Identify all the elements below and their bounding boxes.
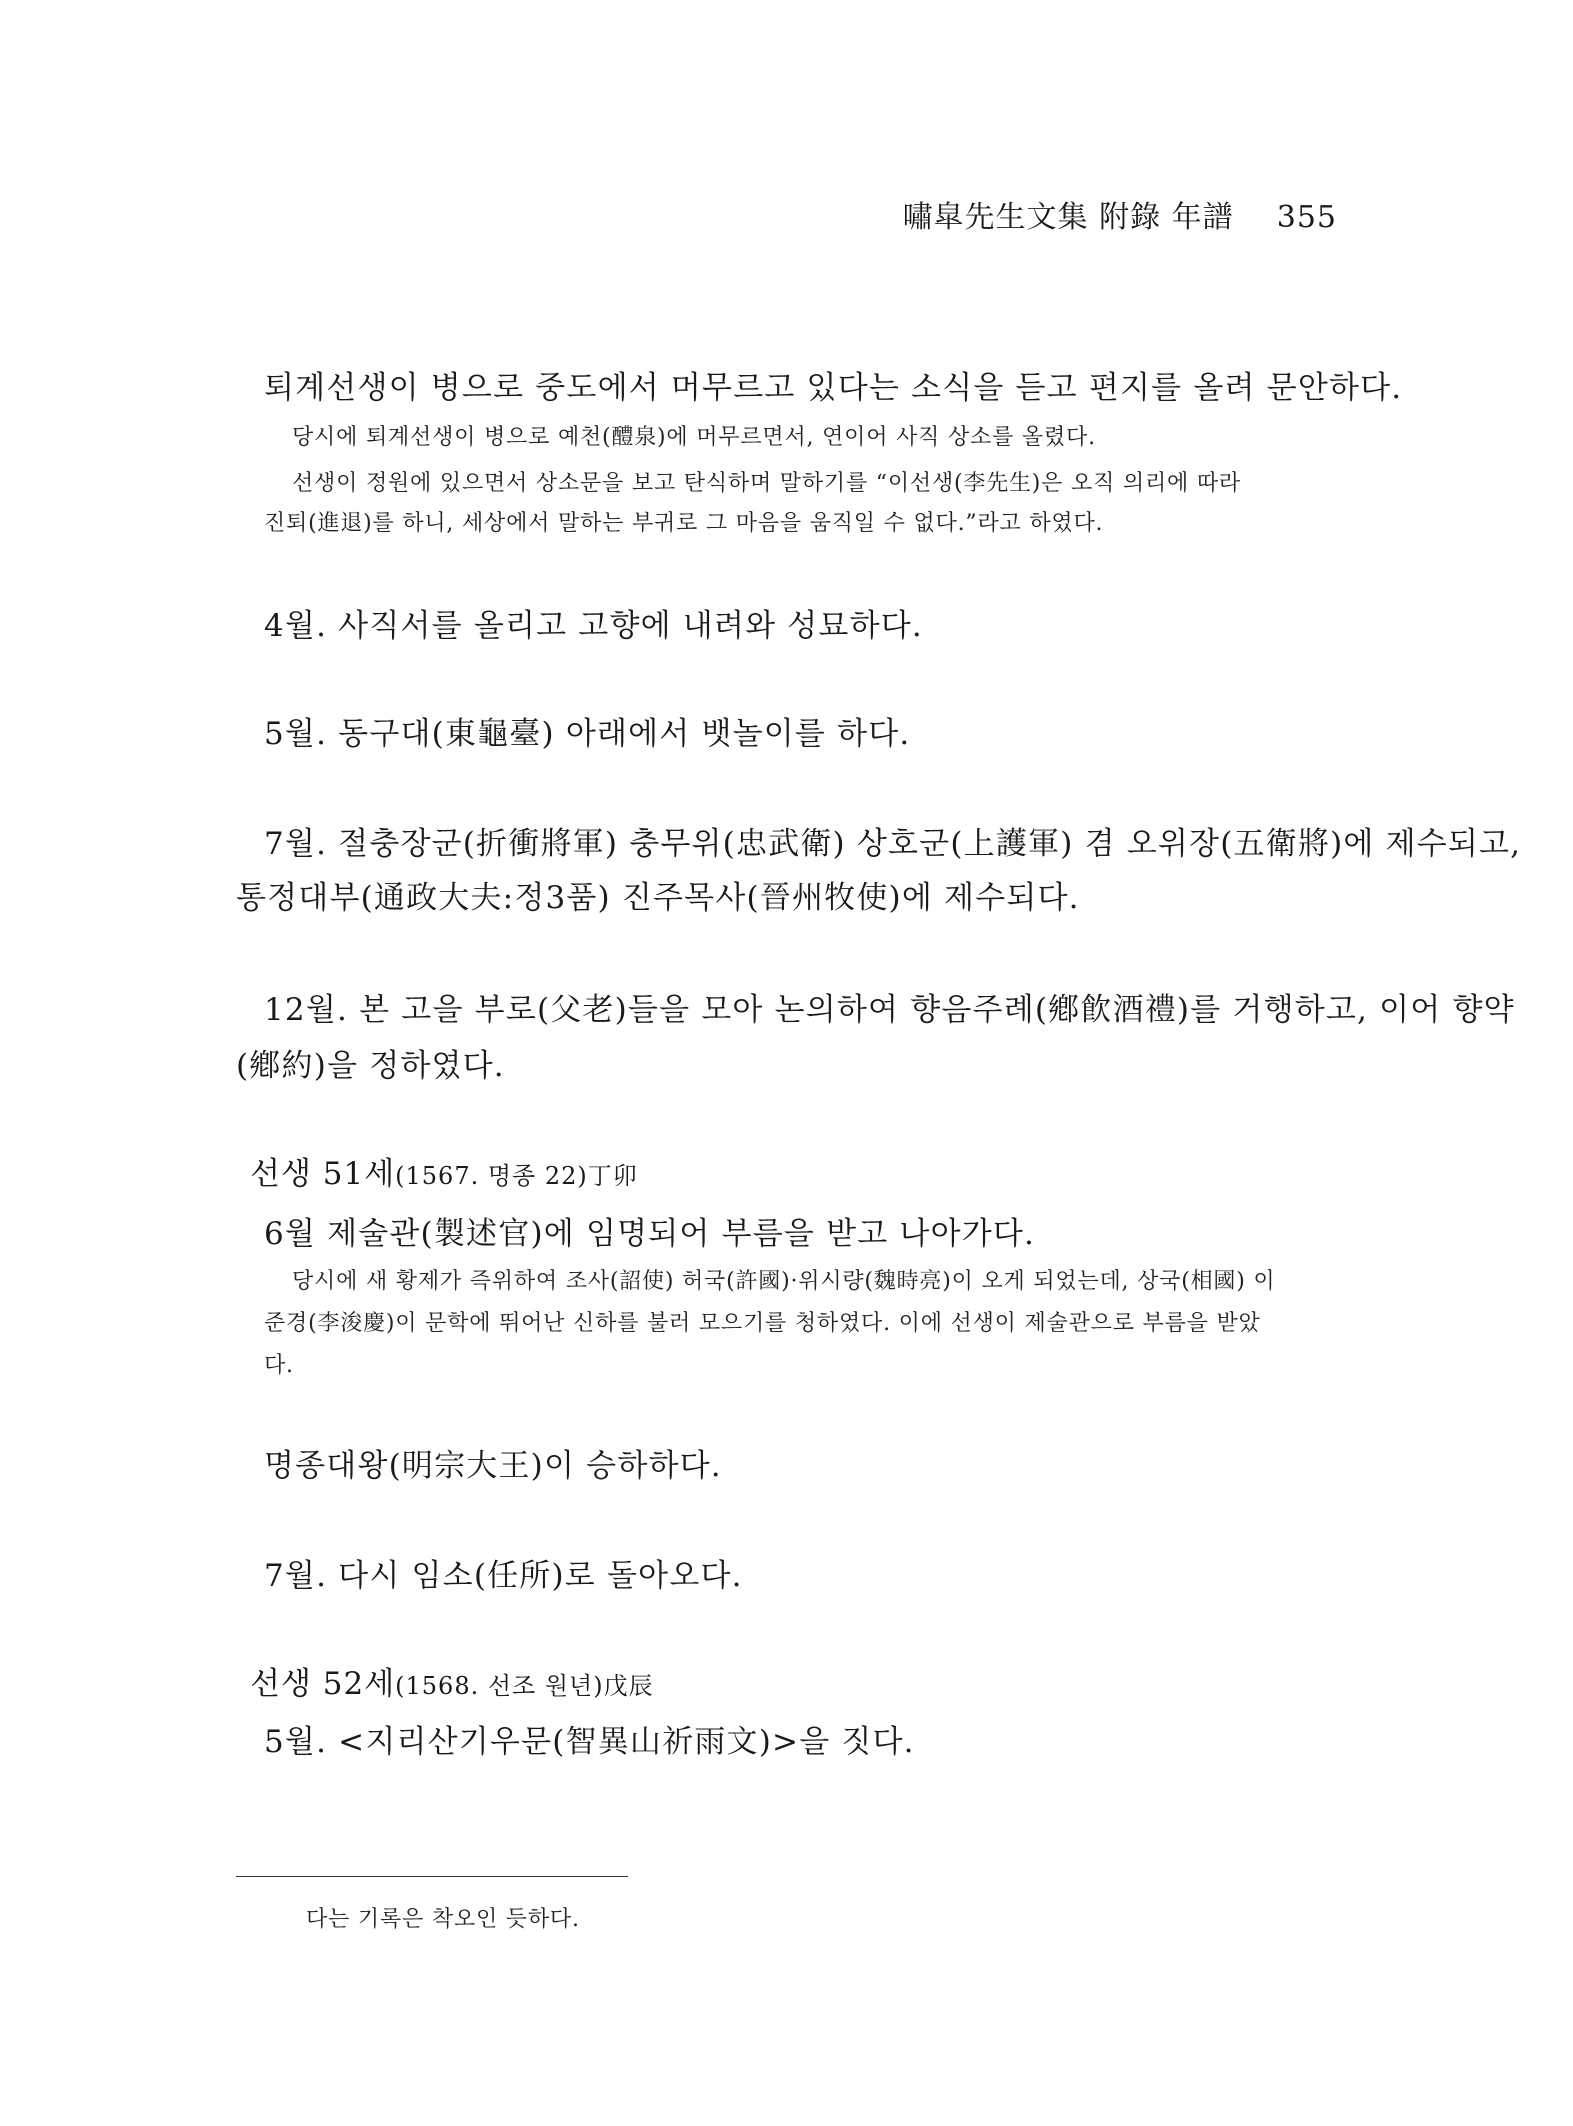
- entry-title: 4월. 사직서를 올리고 고향에 내려와 성묘하다.: [264, 608, 923, 644]
- entry-title: 6월 제술관(製述官)에 임명되어 부름을 받고 나아가다.: [264, 1216, 1036, 1252]
- page-number: 355: [1276, 200, 1337, 235]
- entry-title: 5월. <지리산기우문(智異山祈雨文)>을 짓다.: [264, 1724, 915, 1760]
- entry-note: 당시에 퇴계선생이 병으로 예천(醴泉)에 머무르면서, 연이어 사직 상소를 올렸다.: [292, 425, 1096, 450]
- year-label: 선생 51세: [250, 1156, 396, 1192]
- entry-note: 선생이 정원에 있으면서 상소문을 보고 탄식하며 말하기를 “이선생(李先生)은 오직 의리에 따라: [292, 471, 1241, 496]
- year-heading: [250, 1658, 654, 1703]
- entry-title-continued: 통정대부(通政大夫:정3품) 진주목사(晉州牧使)에 제수되다.: [236, 880, 1080, 916]
- entry-note: 다.: [264, 1353, 294, 1378]
- running-title: 嘯皐先生文集 附錄 年譜: [902, 200, 1234, 235]
- year-label: 선생 52세: [250, 1666, 396, 1702]
- entry-title: 5월. 동구대(東龜臺) 아래에서 뱃놀이를 하다.: [264, 716, 911, 752]
- entry-note: 준경(李浚慶)이 문학에 뛰어난 신하를 불러 모으기를 청하였다. 이에 선생이 제술관으로 부름을 받았: [264, 1311, 1261, 1336]
- running-header: [903, 192, 1337, 236]
- entry-note: 진퇴(進退)를 하니, 세상에서 말하는 부귀로 그 마음을 움직일 수 없다.”라고 하였다.: [264, 511, 1104, 536]
- entry-title: 7월. 절충장군(折衝將軍) 충무위(忠武衛) 상호군(上護軍) 겸 오위장(五衛將)에 제수되고,: [264, 826, 1522, 862]
- entry-note: 당시에 새 황제가 즉위하여 조사(詔使) 허국(許國)·위시량(魏時亮)이 오게 되었는데, 상국(相國) 이: [292, 1269, 1276, 1294]
- footnote-divider: [236, 1876, 628, 1877]
- entry-title: 12월. 본 고을 부로(父老)들을 모아 논의하여 향음주례(鄕飮酒禮)를 거행하고, 이어 향약: [264, 992, 1515, 1028]
- footnote-text: 다는 기록은 착오인 듯하다.: [306, 1907, 580, 1932]
- entry-title: 명종대왕(明宗大王)이 승하하다.: [264, 1448, 722, 1484]
- year-heading: [250, 1148, 638, 1193]
- year-detail: (1567. 명종 22)丁卯: [395, 1162, 638, 1190]
- entry-title: 7월. 다시 임소(任所)로 돌아오다.: [264, 1558, 743, 1594]
- entry-title-continued: (鄕約)을 정하였다.: [236, 1048, 505, 1084]
- entry-title: 퇴계선생이 병으로 중도에서 머무르고 있다는 소식을 듣고 편지를 올려 문안하다.: [264, 370, 1403, 406]
- year-detail: (1568. 선조 원년)戊辰: [395, 1672, 654, 1700]
